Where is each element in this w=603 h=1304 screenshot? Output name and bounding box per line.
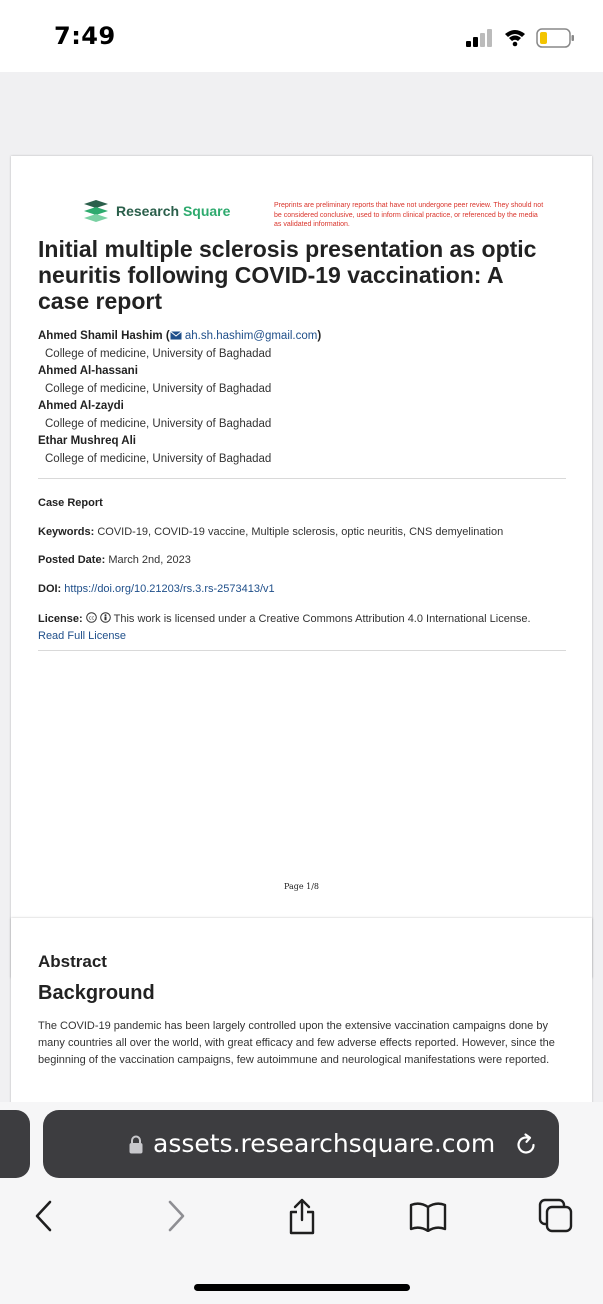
author-email-wrapper[interactable]: ( ah.sh.hashim@gmail.com) <box>165 330 322 342</box>
logo-word-square: Square <box>182 203 231 219</box>
status-bar <box>0 0 603 72</box>
forward-icon <box>165 1199 187 1233</box>
divider <box>38 650 566 651</box>
author-name <box>38 328 568 345</box>
envelope-icon <box>170 331 182 340</box>
posted-date-value: March 2nd, 2023 <box>108 554 191 566</box>
background-text: The COVID-19 pandemic has been largely controlled upon the extensive vaccination campaigns done by many countries all over the world, with great efficacy and few adverse effects reported. However, since the beginning of the vaccination campaigns, few autoimmune and neurological manifestations were reported. <box>38 1020 555 1066</box>
wifi-icon <box>503 27 527 47</box>
bookmarks-button[interactable] <box>408 1196 448 1236</box>
research-square-logo-icon <box>82 200 110 222</box>
author-email-link[interactable]: ah.sh.hashim@gmail.com <box>184 330 318 342</box>
tabs-icon <box>537 1197 575 1235</box>
logo-word-research: Research <box>116 203 180 219</box>
author-name: Ahmed Al-zaydi <box>38 400 124 412</box>
author-name-text: Ahmed Shamil Hashim <box>38 330 163 342</box>
page-number: Page 1/8 <box>283 882 320 891</box>
author-list <box>38 328 568 468</box>
read-full-license-link[interactable]: Read Full License <box>38 630 127 642</box>
research-square-logo <box>82 200 230 222</box>
back-icon <box>33 1199 55 1233</box>
keywords-row <box>38 526 503 538</box>
author-name: Ethar Mushreq Ali <box>38 435 136 447</box>
bookmarks-icon <box>408 1200 448 1232</box>
doi-row <box>38 583 275 595</box>
back-button[interactable] <box>24 1196 64 1236</box>
background-heading: Background <box>38 982 155 1004</box>
address-bar[interactable] <box>43 1110 559 1178</box>
pdf-page-2 <box>11 918 592 1102</box>
pdf-page-1 <box>11 156 592 978</box>
reload-icon[interactable] <box>513 1132 539 1158</box>
keywords-label: Keywords: <box>38 526 95 538</box>
share-icon <box>286 1197 318 1235</box>
address-url[interactable]: assets.researchsquare.com <box>153 1129 496 1158</box>
author-affiliation: College of medicine, University of Baghadad <box>45 453 272 465</box>
logo-text <box>116 203 230 219</box>
preprint-disclaimer: Preprints are preliminary reports that have not undergone peer review. They should not be considered conclusive, used to inform clinical practice, or referenced by the media as validated information. <box>274 202 544 228</box>
share-button[interactable] <box>282 1196 322 1236</box>
status-time: 7:49 <box>54 22 116 50</box>
divider <box>38 478 566 479</box>
author-affiliation: College of medicine, University of Baghadad <box>45 418 272 430</box>
abstract-heading: Abstract <box>38 952 107 971</box>
attribution-icon <box>100 612 111 623</box>
license-row <box>38 611 568 645</box>
article-type-text: Case Report <box>38 497 103 509</box>
home-indicator <box>194 1284 410 1291</box>
author-affiliation: College of medicine, University of Baghadad <box>45 383 272 395</box>
forward-button[interactable] <box>156 1196 196 1236</box>
cellular-signal-icon <box>466 28 494 48</box>
tabs-button[interactable] <box>536 1196 576 1236</box>
previous-tab-peek[interactable] <box>0 1110 30 1178</box>
doi-label: DOI: <box>38 583 62 595</box>
keywords-value: COVID-19, COVID-19 vaccine, Multiple sclerosis, optic neuritis, CNS demyelination <box>97 526 504 538</box>
author-name: Ahmed Al-hassani <box>38 365 138 377</box>
svg-text:cc: cc <box>88 615 94 622</box>
paper-title: Initial multiple sclerosis presentation as optic neuritis following COVID-19 vaccination: A case report <box>38 236 537 314</box>
article-type <box>38 497 103 509</box>
lock-icon <box>129 1135 143 1154</box>
author-affiliation: College of medicine, University of Baghadad <box>45 348 272 360</box>
doi-link[interactable]: https://doi.org/10.21203/rs.3.rs-2573413/v1 <box>64 583 275 595</box>
posted-date-row <box>38 554 191 566</box>
battery-icon <box>536 27 576 49</box>
pdf-viewer[interactable] <box>0 72 603 1102</box>
cc-icon <box>86 612 97 623</box>
posted-date-label: Posted Date: <box>38 554 106 566</box>
license-label: License: <box>38 613 83 625</box>
license-text: This work is licensed under a Creative Commons Attribution 4.0 International License. <box>113 613 531 625</box>
